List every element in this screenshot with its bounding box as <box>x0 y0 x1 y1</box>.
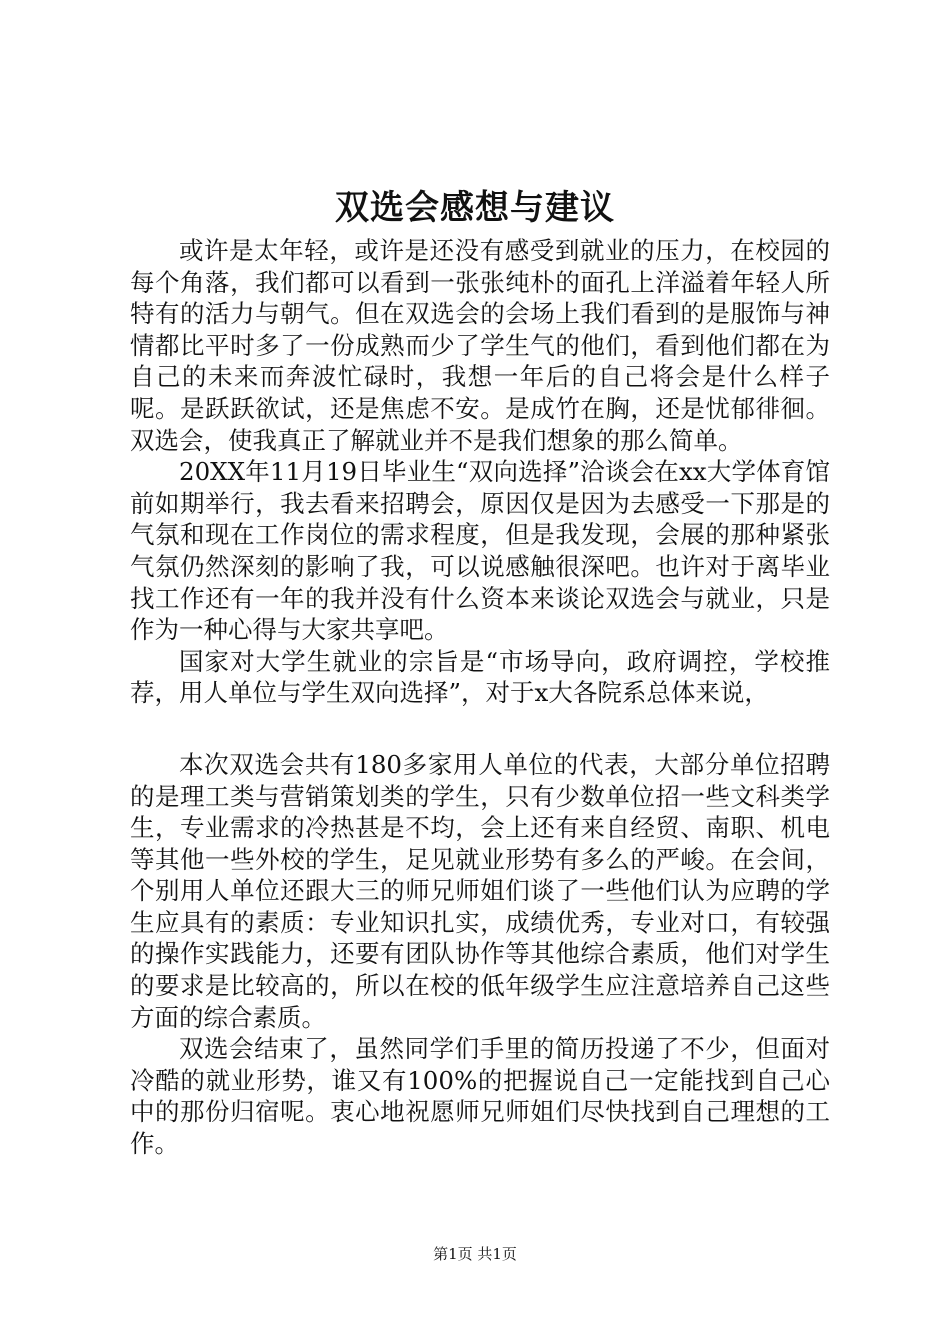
paragraph-employers: 本次双选会共有180多家用人单位的代表，大部分单位招聘的是理工类与营销策划类的学生，只有少数单位招一些文科类学生，专业需求的冷热甚是不均，会上还有来自经贸、南职、机电等其他一些外校的学生，足见就业形势有多么的严峻。在会间，个别用人单位还跟大三的师兄师姐们谈了一些他们认为应聘的学生应具有的素质：专业知识扎实，成绩优秀，专业对口，有较强的操作实践能力，还要有团队协作等其他综合素质，他们对学生的要求是比较高的，所以在校的低年级学生应注意培养自己这些方面的综合素质。 <box>130 749 830 1032</box>
paragraph-policy: 国家对大学生就业的宗旨是“市场导向，政府调控，学校推荐，用人单位与学生双向选择”，对于x大各院系总体来说， <box>130 646 830 708</box>
paragraph-event: 20XX年11月19日毕业生“双向选择”洽谈会在xx大学体育馆前如期举行，我去看来招聘会，原因仅是因为去感受一下那是的气氛和现在工作岗位的需求程度，但是我发现，会展的那种紧张气氛仍然深刻的影响了我，可以说感触很深吧。也许对于离毕业找工作还有一年的我并没有什么资本来谈论双选会与就业，只是作为一种心得与大家共享吧。 <box>130 457 830 645</box>
document-title: 双选会感想与建议 <box>335 188 615 228</box>
document-body <box>130 235 830 1160</box>
page-footer: 第1页 共1页 <box>433 1245 517 1263</box>
paragraph-intro: 或许是太年轻，或许是还没有感受到就业的压力，在校园的每个角落，我们都可以看到一张张纯朴的面孔上洋溢着年轻人所特有的活力与朝气。但在双选会的会场上我们看到的是服饰与神情都比平时多了一份成熟而少了学生气的他们，看到他们都在为自己的未来而奔波忙碌时，我想一年后的自己将会是什么样子呢。是跃跃欲试，还是焦虑不安。是成竹在胸，还是忧郁徘徊。双选会，使我真正了解就业并不是我们想象的那么简单。 <box>130 236 830 455</box>
paragraph-conclusion: 双选会结束了，虽然同学们手里的简历投递了不少，但面对冷酷的就业形势，谁又有100%的把握说自己一定能找到自己心中的那份归宿呢。衷心地祝愿师兄师姐们尽快找到自己理想的工作。 <box>130 1034 830 1159</box>
